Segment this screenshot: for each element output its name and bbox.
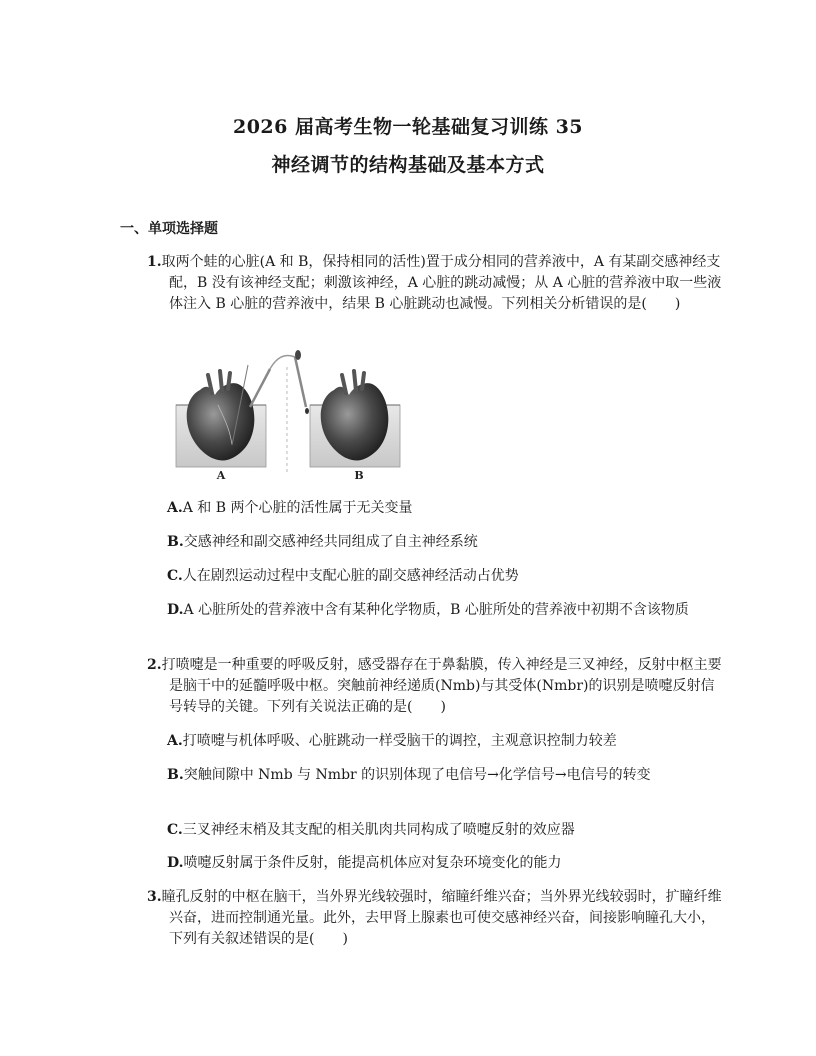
heart-b-beaker [310, 371, 400, 467]
option-text: 打喷嚏与机体呼吸、心脏跳动一样受脑干的调控，主观意识控制力较差 [182, 733, 617, 749]
option-text: 喷嚏反射属于条件反射，能提高机体应对复杂环境变化的能力 [183, 855, 562, 871]
option-text: 人在剧烈运动过程中支配心脏的副交感神经活动占优势 [182, 568, 519, 584]
question-number: 2. [147, 657, 162, 673]
question-3 [147, 887, 724, 950]
question-number: 1. [147, 254, 162, 270]
question-number: 3. [147, 889, 162, 905]
option-letter: D. [167, 602, 184, 618]
figure-label-a: A [216, 469, 226, 482]
section-heading: 一、单项选择题 [120, 221, 218, 237]
document-subtitle: 神经调节的结构基础及基本方式 [271, 154, 545, 176]
question-1 [147, 252, 724, 315]
figure-label-b: B [354, 469, 364, 482]
question-stem: 打喷嚏是一种重要的呼吸反射，感受器存在于鼻黏膜，传入神经是三叉神经，反射中枢主要是脑干中的延髓呼吸中枢。突触前神经递质(Nmb)与其受体(Nmbr)的识别是喷嚏反射信号转导的关键。下列有关说法正确的是( ) [161, 657, 722, 715]
option-letter: C. [167, 822, 183, 838]
option-text: 突触间隙中 Nmb 与 Nmbr 的识别体现了电信号→化学信号→电信号的转变 [183, 767, 651, 783]
option-text: 三叉神经末梢及其支配的相关肌肉共同构成了喷嚏反射的效应器 [182, 822, 575, 838]
option-letter: A. [167, 733, 183, 749]
option-letter: D. [167, 855, 184, 871]
option-text: 交感神经和副交感神经共同组成了自主神经系统 [183, 534, 478, 550]
option-2d [167, 853, 702, 874]
option-letter: C. [167, 568, 183, 584]
option-1b [167, 532, 702, 553]
question-stem: 瞳孔反射的中枢在脑干，当外界光线较强时，缩瞳纤维兴奋；当外界光线较弱时，扩瞳纤维兴奋，进而控制通光量。此外，去甲肾上腺素也可使交感神经兴奋，间接影响瞳孔大小，下列有关叙述错误的是( ) [161, 889, 722, 947]
option-text: A 心脏所处的营养液中含有某种化学物质，B 心脏所处的营养液中初期不含该物质 [183, 602, 689, 618]
document-title: 2026 届高考生物一轮基础复习训练 35 [232, 116, 584, 138]
option-letter: A. [167, 500, 183, 516]
option-text: A 和 B 两个心脏的活性属于无关变量 [182, 500, 413, 516]
option-1d [167, 600, 702, 621]
option-1a [167, 498, 702, 519]
heart-experiment-figure [170, 345, 410, 485]
option-2c [167, 820, 702, 841]
dropper-icon [250, 350, 309, 414]
option-letter: B. [167, 534, 184, 550]
question-2 [147, 655, 724, 718]
option-2b [167, 765, 702, 786]
question-stem: 取两个蛙的心脏(A 和 B，保持相同的活性)置于成分相同的营养液中，A 有某副交感神经支配，B 没有该神经支配；刺激该神经，A 心脏的跳动减慢；从 A 心脏的营养液中取一些液体注入 B 心脏的营养液中，结果 B 心脏跳动也减慢。下列相关分析错误的是( ) [161, 254, 722, 312]
option-2a [167, 731, 702, 752]
heart-a-beaker [176, 365, 266, 467]
option-1c [167, 566, 702, 587]
option-letter: B. [167, 767, 184, 783]
